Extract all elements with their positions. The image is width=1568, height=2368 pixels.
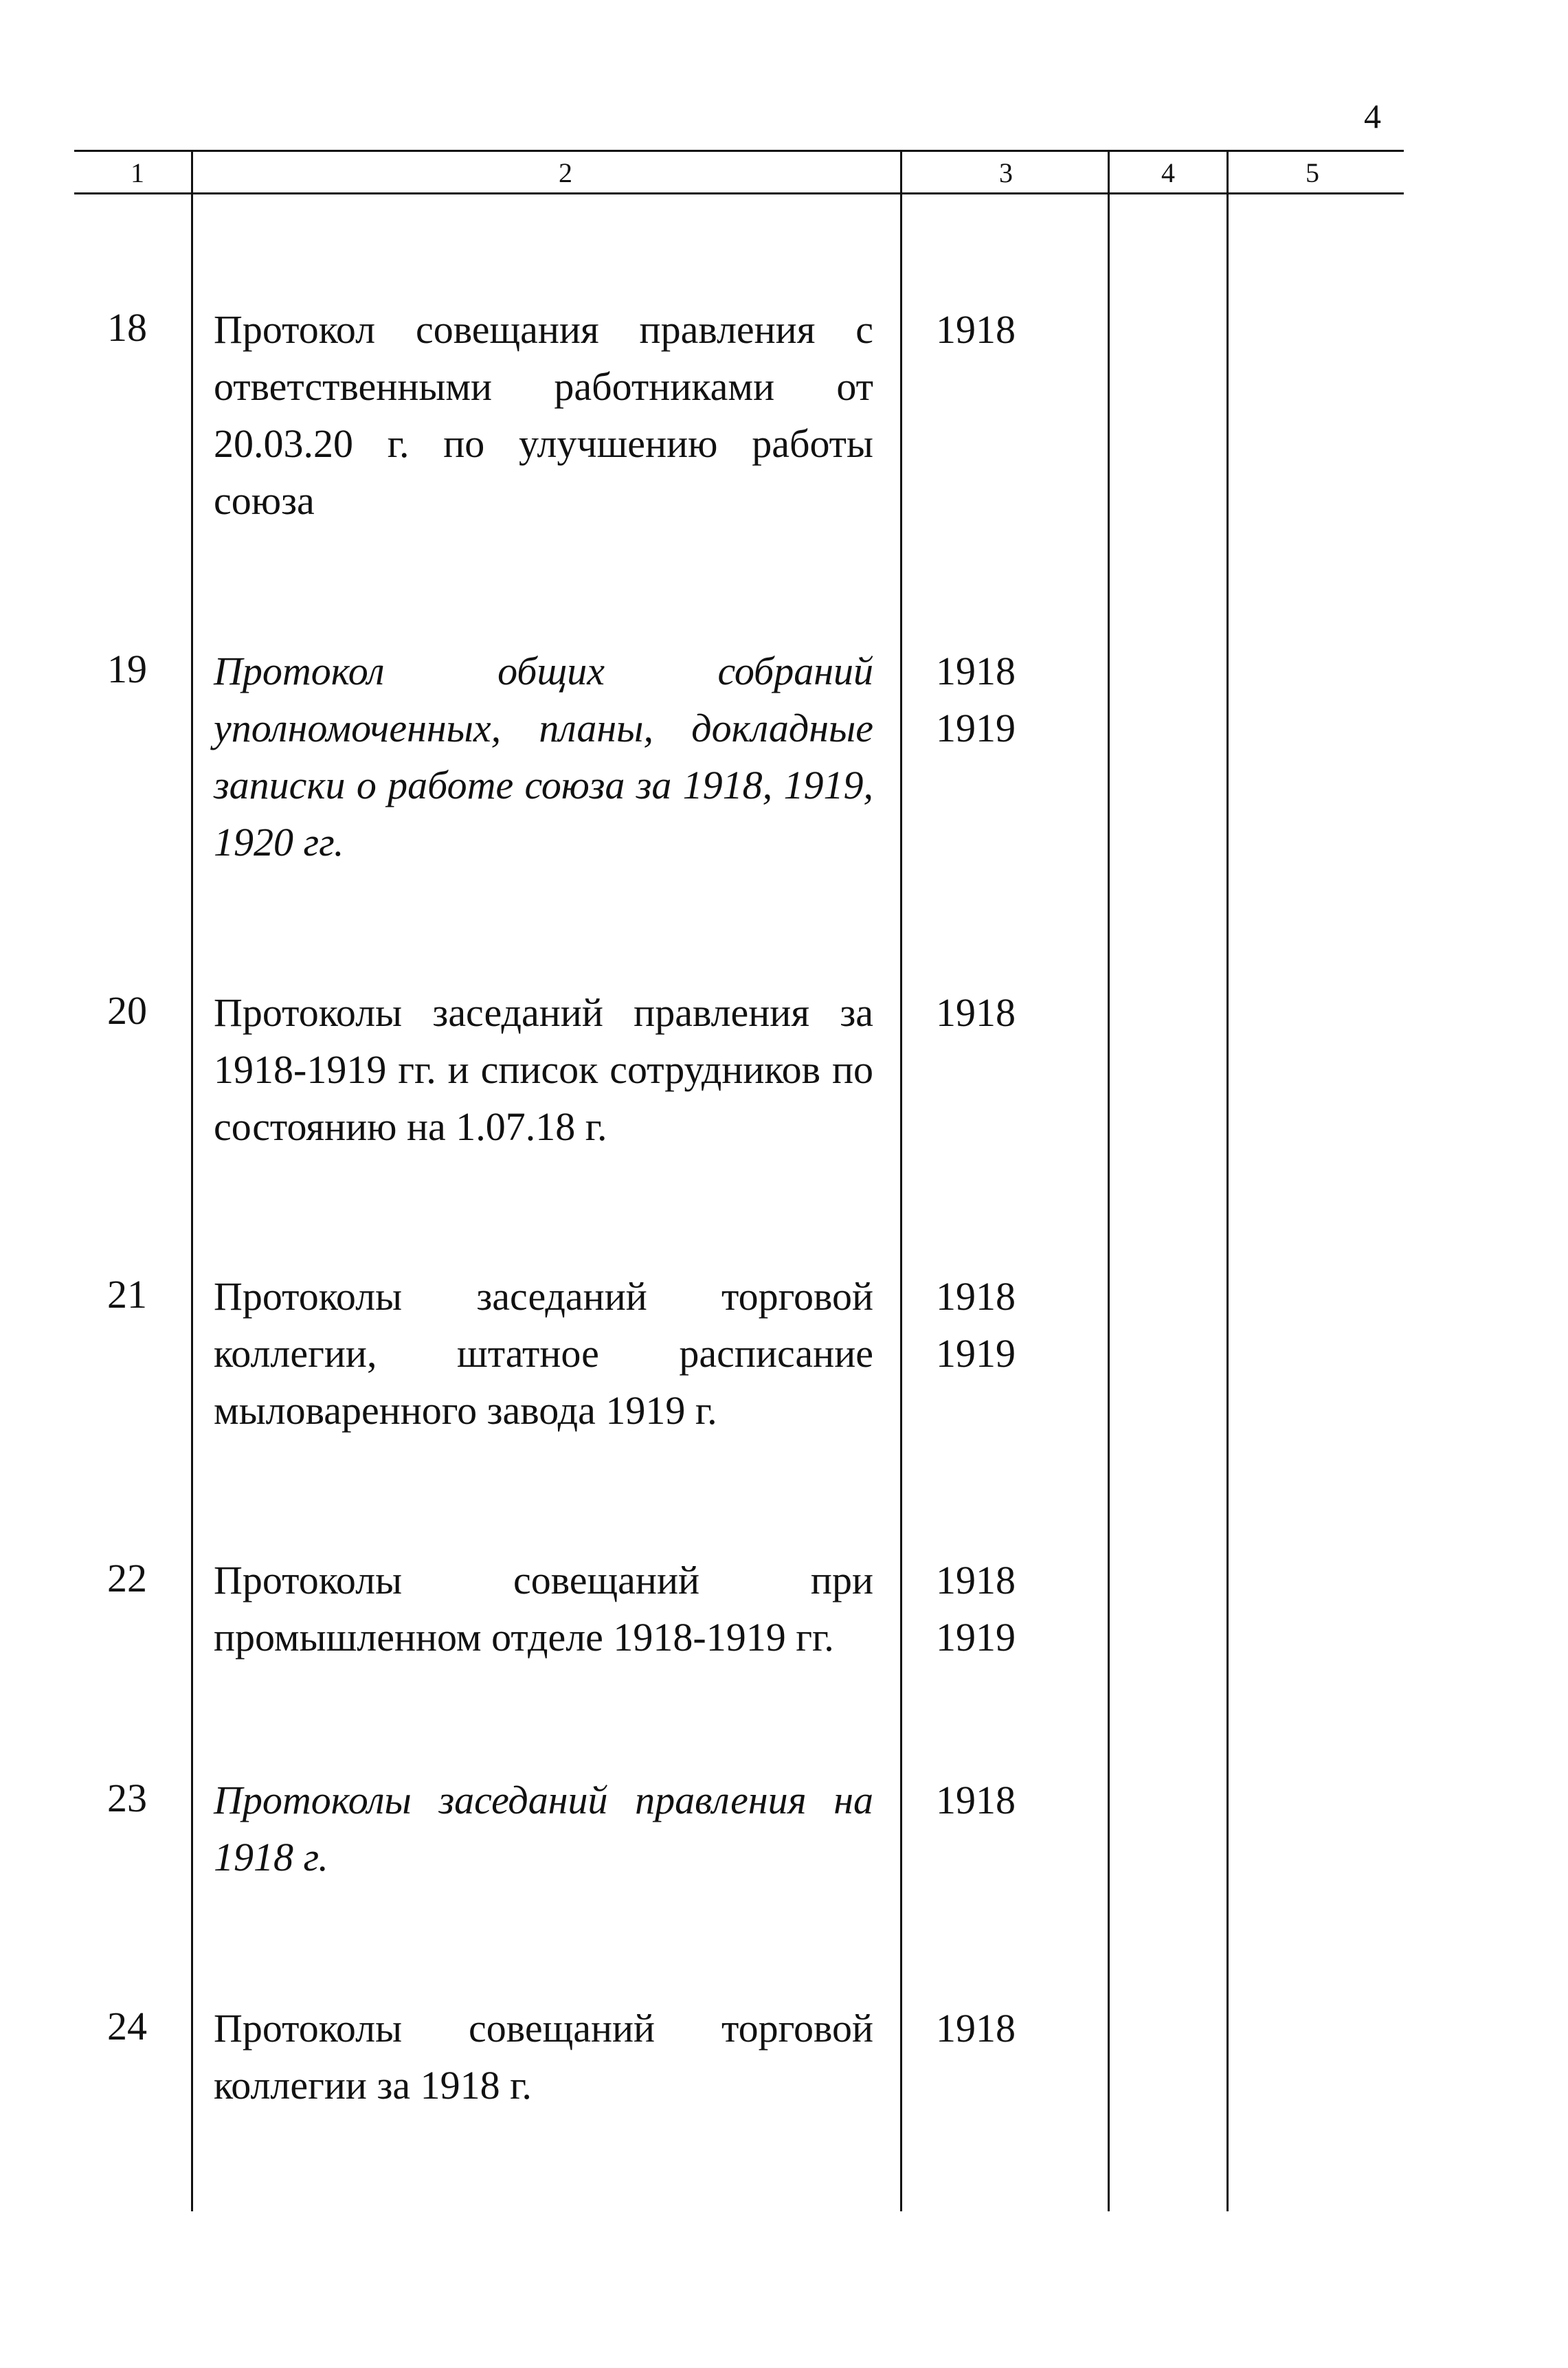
row-year: 1918 xyxy=(936,649,1016,693)
row-years xyxy=(921,643,1031,757)
table-top-rule xyxy=(74,150,1404,152)
row-years xyxy=(921,301,1031,358)
row-number: 24 xyxy=(107,2004,147,2048)
row-year: 1918 xyxy=(936,2006,1016,2051)
column-header-5: 5 xyxy=(1306,157,1319,188)
column-divider-1 xyxy=(191,150,193,2211)
column-header-1: 1 xyxy=(131,157,144,188)
row-year: 1918 xyxy=(936,307,1016,352)
column-divider-2 xyxy=(900,150,902,2211)
row-year: 1919 xyxy=(936,1615,1016,1660)
row-description: Протоколы заседаний торговой коллегии, штатное расписание мыловаренного завода 1919 г. xyxy=(214,1274,873,1433)
column-header-4: 4 xyxy=(1161,157,1175,188)
row-number: 21 xyxy=(107,1272,147,1317)
row-years xyxy=(921,1552,1031,1666)
row-number: 20 xyxy=(107,988,147,1033)
row-year: 1919 xyxy=(936,1331,1016,1376)
row-number: 23 xyxy=(107,1776,147,1820)
column-divider-4 xyxy=(1227,150,1229,2211)
page-number: 4 xyxy=(1364,97,1381,135)
row-description: Протоколы совещаний при промышленном отделе 1918-1919 гг. xyxy=(214,1558,873,1660)
column-header-3: 3 xyxy=(999,157,1013,188)
column-divider-3 xyxy=(1108,150,1110,2211)
row-number: 22 xyxy=(107,1556,147,1600)
row-years xyxy=(921,1268,1031,1382)
row-years xyxy=(921,2000,1031,2057)
row-year: 1918 xyxy=(936,1274,1016,1319)
row-description: Протоколы заседаний правления за 1918-1919 гг. и список сотрудников по состоянию на 1.07.18 г. xyxy=(214,990,873,1149)
row-year: 1918 xyxy=(936,1558,1016,1602)
row-description: Протокол совещания правления с ответственными работниками от 20.03.20 г. по улучшению работы союза xyxy=(214,307,873,523)
row-description: Протоколы заседаний правления на 1918 г. xyxy=(214,1778,873,1879)
row-number: 19 xyxy=(107,647,147,691)
row-description: Протоколы совещаний торговой коллегии за 1918 г. xyxy=(214,2006,873,2108)
row-description: Протокол общих собраний уполномоченных, планы, докладные записки о работе союза за 1918, 1919, 1920 гг. xyxy=(214,649,873,864)
row-year: 1918 xyxy=(936,990,1016,1035)
row-years xyxy=(921,1772,1031,1829)
row-number: 18 xyxy=(107,305,147,350)
row-year: 1919 xyxy=(936,706,1016,750)
table-header-rule xyxy=(74,192,1404,194)
row-year: 1918 xyxy=(936,1778,1016,1822)
column-header-2: 2 xyxy=(559,157,572,188)
row-years xyxy=(921,984,1031,1041)
